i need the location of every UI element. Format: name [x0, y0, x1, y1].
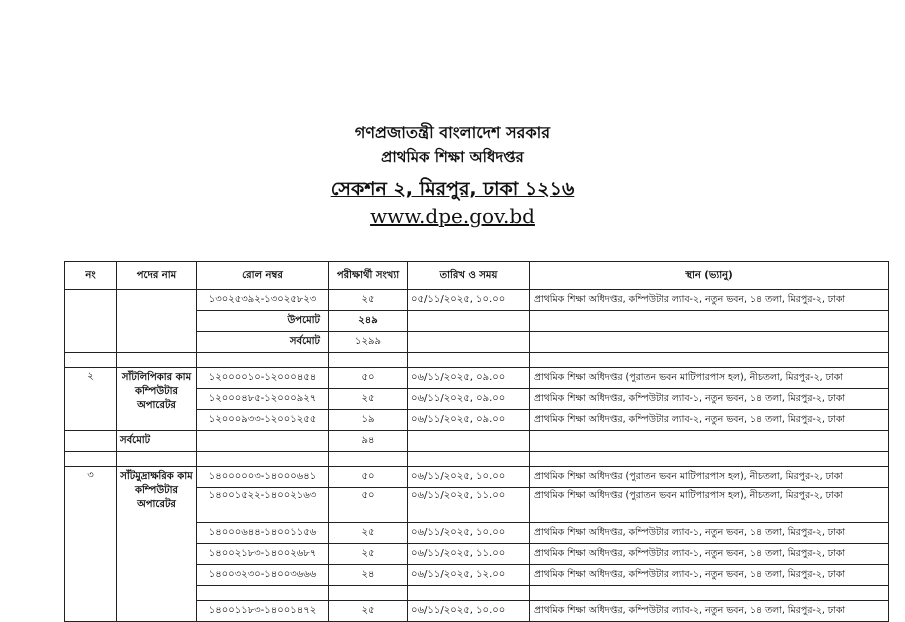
header-count: পরীক্ষার্থী সংখ্যা	[329, 262, 408, 290]
exam-schedule-table	[64, 261, 889, 622]
datetime-cell: ০৬/১১/২০২৫, ১২.০০	[408, 565, 530, 586]
spacer-row	[65, 452, 889, 467]
venue-cell: প্রাথমিক শিক্ষা অধিদপ্তর, কম্পিউটার ল্যাব-২, নতুন ভবন, ১৪ তলা, মিরপুর-২, ঢাকা	[530, 410, 889, 431]
header-venue: স্থান (ভ্যানু)	[530, 262, 889, 290]
datetime-cell: ০৫/১১/২০২৫, ১০.০০	[408, 290, 530, 311]
address-text: সেকশন ২, মিরপুর, ঢাকা ১২১৬	[330, 178, 575, 200]
roll-cell: ১২০০০৪৮৫-১২০০০৯২৭	[197, 389, 329, 410]
venue-cell: প্রাথমিক শিক্ষা অধিদপ্তর, কম্পিউটার ল্যাব-১, নতুন ভবন, ১৪ তলা, মিরপুর-২, ঢাকা	[530, 544, 889, 565]
roll-cell: ১৪০০৩২৩০-১৪০০৩৬৬৬	[197, 565, 329, 586]
header-roll: রোল নম্বর	[197, 262, 329, 290]
roll-cell: ১৩০২৫৩৯২-১৩০২৫৮২৩	[197, 290, 329, 311]
subtotal-label: উপমোট	[197, 311, 329, 332]
count-cell: ২৫	[329, 601, 408, 622]
total-row	[65, 431, 889, 452]
count-cell: ২৫	[329, 523, 408, 544]
count-cell: ২৫	[329, 290, 408, 311]
subtotal-value: ২৪৯	[329, 311, 408, 332]
count-cell: ৫০	[329, 488, 408, 523]
datetime-cell: ০৬/১১/২০২৫, ১১.০০	[408, 488, 530, 523]
count-cell: ৫০	[329, 467, 408, 488]
datetime-cell: ০৬/১১/২০২৫, ১০.০০	[408, 601, 530, 622]
website	[0, 204, 905, 228]
table-row	[65, 467, 889, 488]
datetime-cell: ০৬/১১/২০২৫, ১০.০০	[408, 523, 530, 544]
venue-cell: প্রাথমিক শিক্ষা অধিদপ্তর, কম্পিউটার ল্যাব-১, নতুন ভবন, ১৪ তলা, মিরপুর-২, ঢাকা	[530, 389, 889, 410]
venue-cell: প্রাথমিক শিক্ষা অধিদপ্তর (পুরাতন ভবন মাটিপারপাস হল), নীচতলা, মিরপুর-২, ঢাকা	[530, 368, 889, 389]
total-label: সর্বমোট	[117, 431, 197, 452]
website-link[interactable]: www.dpe.gov.bd	[370, 204, 535, 228]
serial-cell: ৩	[65, 467, 117, 622]
roll-cell: ১৪০০১১৮৩-১৪০০১৪৭২	[197, 601, 329, 622]
count-cell: ২৫	[329, 389, 408, 410]
datetime-cell: ০৬/১১/২০২৫, ১০.০০	[408, 467, 530, 488]
total-label: সর্বমোট	[197, 332, 329, 353]
table-row	[65, 290, 889, 311]
venue-cell: প্রাথমিক শিক্ষা অধিদপ্তর (পুরাতন ভবন মাটিপারপাস হল), নীচতলা, মিরপুর-২, ঢাকা	[530, 467, 889, 488]
serial-cell: ২	[65, 368, 117, 431]
total-value: ১২৯৯	[329, 332, 408, 353]
department-name: প্রাথমিক শিক্ষা অধিদপ্তর	[381, 148, 524, 166]
count-cell: ৫০	[329, 368, 408, 389]
address	[0, 175, 905, 207]
roll-cell: ১৪০০০৬৪৪-১৪০০১১৫৬	[197, 523, 329, 544]
header-serial: নং	[65, 262, 117, 290]
venue-cell: প্রাথমিক শিক্ষা অধিদপ্তর, কম্পিউটার ল্যাব-১, নতুন ভবন, ১৪ তলা, মিরপুর-২, ঢাকা	[530, 523, 889, 544]
post-cell: সাঁটমুদ্রাক্ষরিক কাম কম্পিউটার অপারেটর	[117, 467, 197, 622]
venue-cell: প্রাথমিক শিক্ষা অধিদপ্তর, কম্পিউটার ল্যাব-২, নতুন ভবন, ১৪ তলা, মিরপুর-২, ঢাকা	[530, 601, 889, 622]
venue-cell: প্রাথমিক শিক্ষা অধিদপ্তর, কম্পিউটার ল্যাব-১, নতুন ভবন, ১৪ তলা, মিরপুর-২, ঢাকা	[530, 565, 889, 586]
header-post: পদের নাম	[117, 262, 197, 290]
count-cell: ২৫	[329, 544, 408, 565]
header-datetime: তারিখ ও সময়	[408, 262, 530, 290]
table-row	[65, 368, 889, 389]
venue-cell: প্রাথমিক শিক্ষা অধিদপ্তর, কম্পিউটার ল্যাব-২, নতুন ভবন, ১৪ তলা, মিরপুর-২, ঢাকা	[530, 290, 889, 311]
roll-cell: ১২০০০০১০-১২০০০৪৫৪	[197, 368, 329, 389]
total-value: ৯৪	[329, 431, 408, 452]
roll-cell: ১৪০০২১৮৩-১৪০০২৬৮৭	[197, 544, 329, 565]
count-cell: ১৯	[329, 410, 408, 431]
datetime-cell: ০৬/১১/২০২৫, ১১.০০	[408, 544, 530, 565]
roll-cell: ১৪০০০০০৩-১৪০০০৬৪১	[197, 467, 329, 488]
post-cell: সাঁটলিপিকার কাম কম্পিউটার অপারেটর	[117, 368, 197, 431]
datetime-cell: ০৬/১১/২০২৫, ০৯.০০	[408, 368, 530, 389]
roll-cell: ১৪০০১৫২২-১৪০০২১৬৩	[197, 488, 329, 523]
table-header-row	[65, 262, 889, 290]
datetime-cell: ০৬/১১/২০২৫, ০৯.০০	[408, 410, 530, 431]
org-name: গণপ্রজাতন্ত্রী বাংলাদেশ সরকার	[354, 123, 551, 142]
count-cell: ২৪	[329, 565, 408, 586]
venue-cell: প্রাথমিক শিক্ষা অধিদপ্তর (পুরাতন ভবন মাটিপারপাস হল), নীচতলা, মিরপুর-২, ঢাকা	[530, 488, 889, 523]
roll-cell: ১২০০০৯৩৩-১২০০১২৫৫	[197, 410, 329, 431]
spacer-row	[65, 353, 889, 368]
datetime-cell: ০৬/১১/২০২৫, ০৯.০০	[408, 389, 530, 410]
